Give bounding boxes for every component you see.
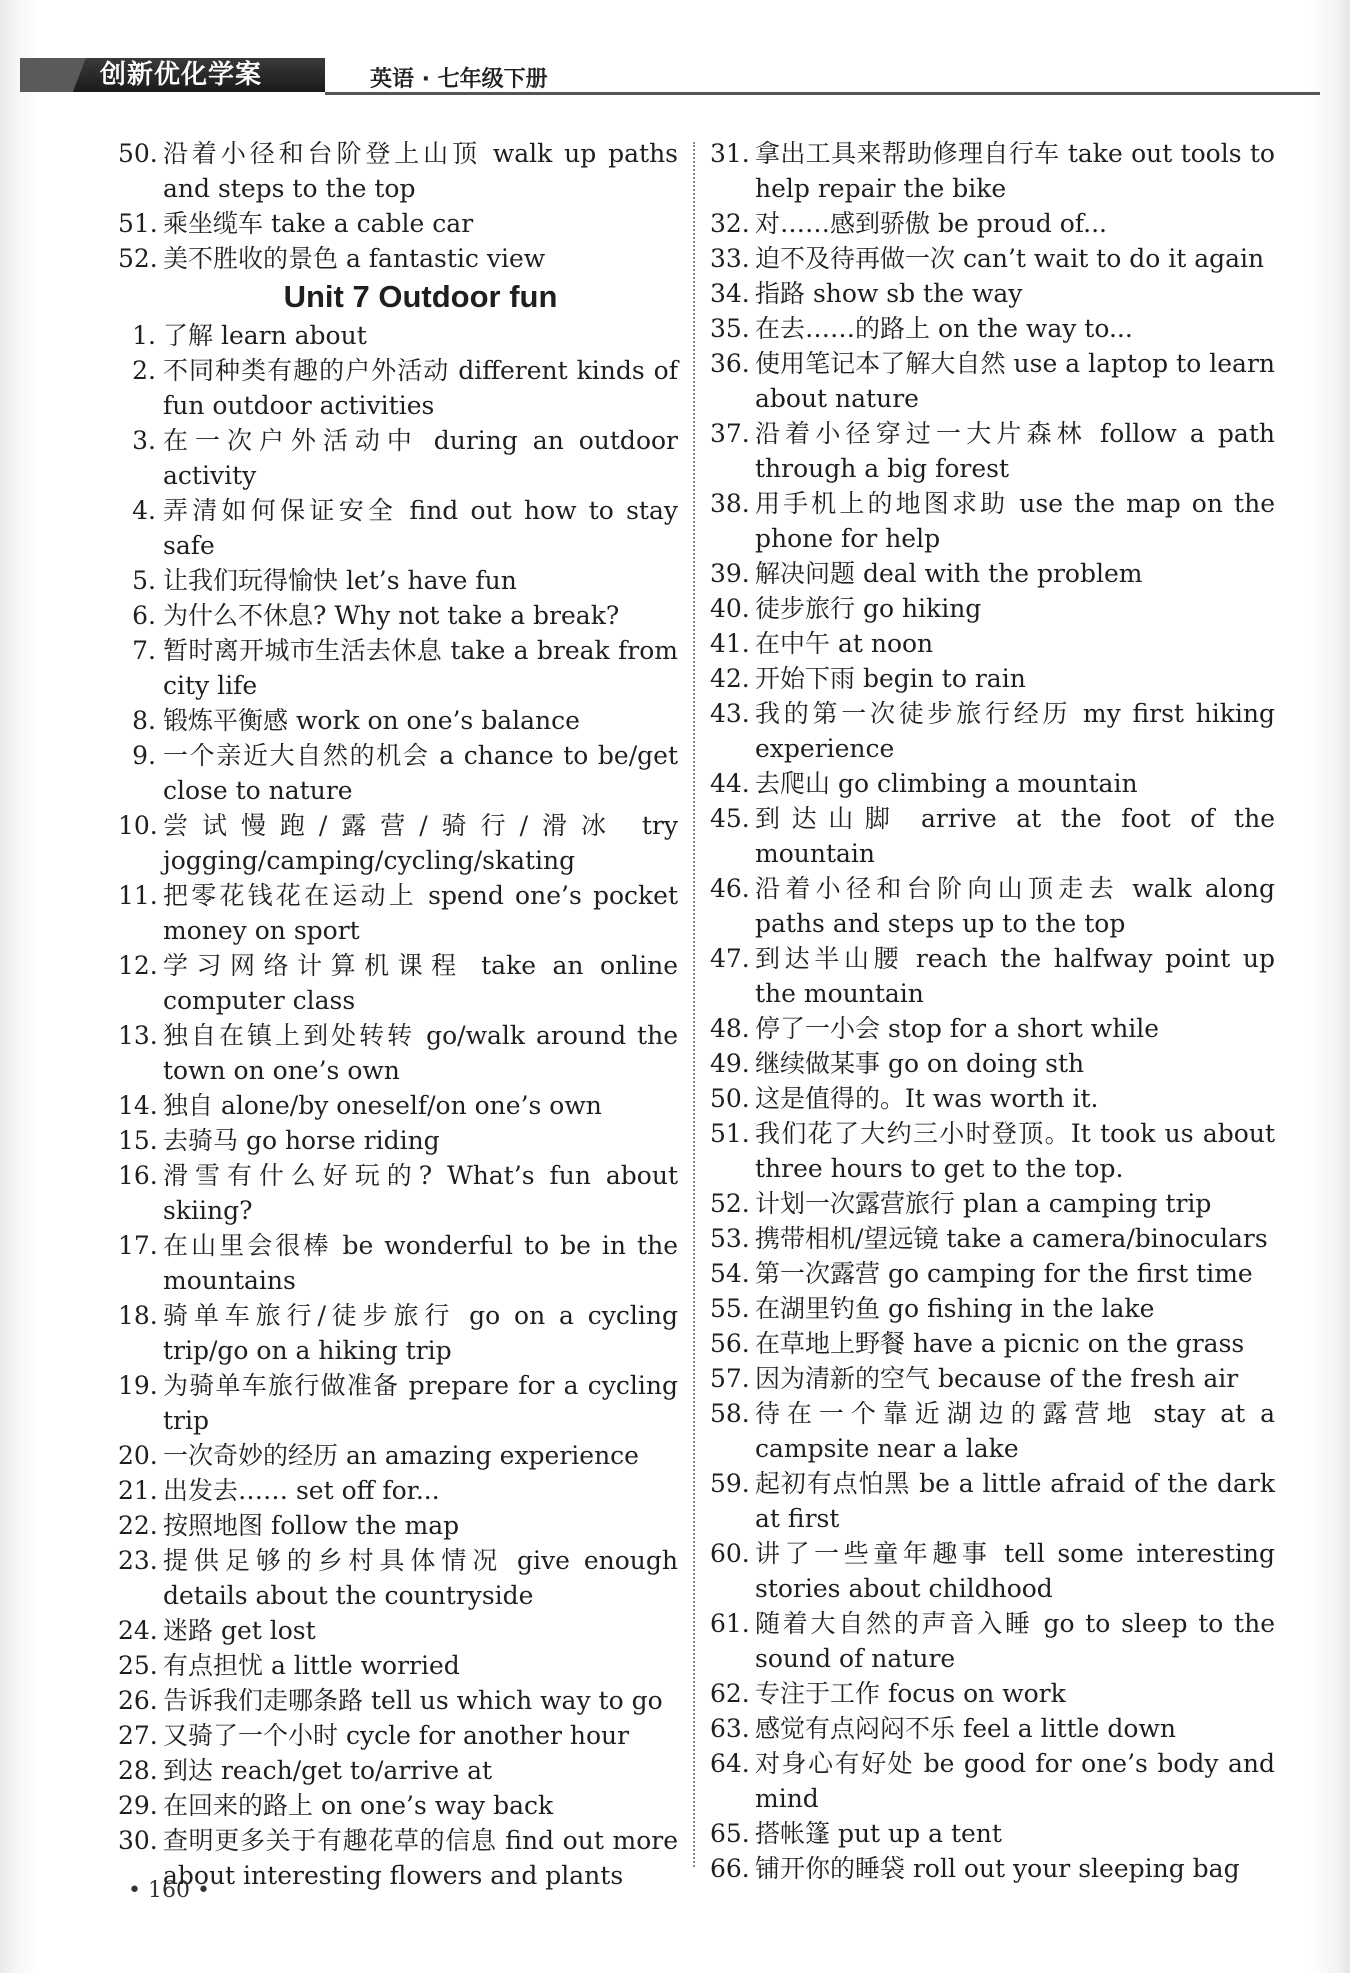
vocab-entry: [710, 1816, 1275, 1851]
entry-number: 36.: [710, 349, 750, 378]
entry-number: 63.: [710, 1714, 750, 1743]
vocab-entry: [710, 661, 1275, 696]
vocab-entry: [710, 346, 1275, 416]
entry-text: 骑单车旅行/徒步旅行 go on a cycling trip/go on a hiking trip: [163, 1301, 678, 1365]
vocab-entry: [118, 1018, 678, 1088]
entry-text: 计划一次露营旅行 plan a camping trip: [755, 1189, 1212, 1218]
entry-text: 沿着小径和台阶向山顶走去 walk along paths and steps up to the top: [755, 874, 1275, 938]
entry-text: 独自在镇上到处转转 go/walk around the town on one’s own: [163, 1021, 678, 1085]
entry-text: 携带相机/望远镜 take a camera/binoculars: [755, 1224, 1268, 1253]
entry-number: 47.: [710, 944, 750, 973]
entry-text: 在一次户外活动中 during an outdoor activity: [163, 426, 678, 490]
entry-number: 38.: [710, 489, 750, 518]
entry-text: 我们花了大约三小时登顶。It took us about three hours to get to the top.: [755, 1119, 1275, 1183]
entry-text: 沿着小径穿过一大片森林 follow a path through a big forest: [755, 419, 1275, 483]
entry-text: 为骑单车旅行做准备 prepare for a cycling trip: [163, 1371, 678, 1435]
entry-text: 乘坐缆车 take a cable car: [163, 209, 474, 238]
entry-text: 弄清如何保证安全 find out how to stay safe: [163, 496, 678, 560]
entry-text: 搭帐篷 put up a tent: [755, 1819, 1002, 1848]
entry-number: 50.: [118, 139, 158, 168]
entry-text: 用手机上的地图求助 use the map on the phone for help: [755, 489, 1275, 553]
vocab-entry: [710, 1221, 1275, 1256]
entry-text: 迷路 get lost: [163, 1616, 316, 1645]
entry-text: 在去……的路上 on the way to...: [755, 314, 1133, 343]
entry-text: 到达 reach/get to/arrive at: [163, 1756, 493, 1785]
vocab-entry: [118, 1788, 678, 1823]
entry-number: 27.: [118, 1721, 158, 1750]
vocab-entry: [710, 1746, 1275, 1816]
vocab-entry: [710, 626, 1275, 661]
entry-text: 有点担忧 a little worried: [163, 1651, 460, 1680]
entry-number: 15.: [118, 1126, 158, 1155]
entry-number: 35.: [710, 314, 750, 343]
entry-text: 又骑了一个小时 cycle for another hour: [163, 1721, 630, 1750]
vocab-entry: [118, 353, 678, 423]
vocab-entry: [710, 1711, 1275, 1746]
entry-number: 56.: [710, 1329, 750, 1358]
entry-number: 20.: [118, 1441, 158, 1470]
entry-number: 14.: [118, 1091, 158, 1120]
vocab-entry: [118, 493, 678, 563]
vocab-entry: [118, 563, 678, 598]
entry-text: 提供足够的乡村具体情况 give enough details about the countryside: [163, 1546, 678, 1610]
entry-text: 把零花钱花在运动上 spend one’s pocket money on sport: [163, 881, 678, 945]
vocab-entry: [118, 1718, 678, 1753]
entry-number: 65.: [710, 1819, 750, 1848]
entry-text: 使用笔记本了解大自然 use a laptop to learn about nature: [755, 349, 1275, 413]
series-brand-banner: [20, 58, 325, 92]
entry-number: 21.: [118, 1476, 158, 1505]
vocab-entry: [118, 206, 678, 241]
entry-text: 待在一个靠近湖边的露营地 stay at a campsite near a lake: [755, 1399, 1275, 1463]
entry-text: 一次奇妙的经历 an amazing experience: [163, 1441, 639, 1470]
entry-number: 55.: [710, 1294, 750, 1323]
unit-title: Unit 7 Outdoor fun: [283, 279, 558, 314]
vocab-entry: [710, 556, 1275, 591]
entry-number: 16.: [118, 1161, 158, 1190]
entry-number: 23.: [118, 1546, 158, 1575]
entry-number: 58.: [710, 1399, 750, 1428]
entry-number: 39.: [710, 559, 750, 588]
vocab-entry: [118, 1648, 678, 1683]
entry-number: 52.: [710, 1189, 750, 1218]
vocab-entry: [118, 633, 678, 703]
header-rule: [325, 92, 1320, 95]
vocab-entry: [710, 871, 1275, 941]
entry-text: 暂时离开城市生活去休息 take a break from city life: [163, 636, 678, 700]
vocab-entry: [710, 1186, 1275, 1221]
entry-text: 指路 show sb the way: [755, 279, 1023, 308]
vocab-entry: [118, 318, 678, 353]
entry-number: 28.: [118, 1756, 158, 1785]
vocab-entry: [118, 1158, 678, 1228]
vocab-entry: [118, 808, 678, 878]
entry-text: 这是值得的。It was worth it.: [755, 1084, 1099, 1113]
vocab-entry: [118, 1368, 678, 1438]
entry-number: 9.: [132, 741, 156, 770]
entry-number: 32.: [710, 209, 750, 238]
entry-text: 按照地图 follow the map: [163, 1511, 460, 1540]
entry-text: 对……感到骄傲 be proud of...: [755, 209, 1108, 238]
vocab-entry: [710, 276, 1275, 311]
vocab-entry: [118, 1613, 678, 1648]
entry-text: 去骑马 go horse riding: [163, 1126, 440, 1155]
entry-text: 独自 alone/by oneself/on one’s own: [163, 1091, 602, 1120]
entry-number: 43.: [710, 699, 750, 728]
vocab-entry: [118, 136, 678, 206]
vocab-entry: [118, 241, 678, 276]
previous-unit-entries: [118, 136, 678, 276]
entry-number: 3.: [132, 426, 156, 455]
vocab-entry: [710, 1116, 1275, 1186]
vocab-entry: [710, 1046, 1275, 1081]
vocab-entry: [118, 878, 678, 948]
vocab-entry: [710, 1851, 1275, 1886]
entry-text: 查明更多关于有趣花草的信息 find out more about interesting flowers and plants: [163, 1826, 678, 1890]
entry-number: 34.: [710, 279, 750, 308]
entry-text: 尝试慢跑/露营/骑行/滑冰 try jogging/camping/cycling/skating: [163, 811, 678, 875]
right-column: [710, 136, 1275, 1886]
entry-text: 开始下雨 begin to rain: [755, 664, 1026, 693]
entry-number: 13.: [118, 1021, 158, 1050]
entry-number: 66.: [710, 1854, 750, 1883]
entry-text: 讲了一些童年趣事 tell some interesting stories about childhood: [755, 1539, 1275, 1603]
entry-text: 了解 learn about: [163, 321, 367, 350]
entry-text: 因为清新的空气 because of the fresh air: [755, 1364, 1239, 1393]
vocab-entry: [710, 206, 1275, 241]
vocab-entry: [710, 241, 1275, 276]
vocab-entry: [710, 486, 1275, 556]
vocab-entry: [710, 696, 1275, 766]
book-subject-title: 英语 · 七年级下册: [370, 67, 548, 92]
entry-number: 44.: [710, 769, 750, 798]
entry-text: 拿出工具来帮助修理自行车 take out tools to help repair the bike: [755, 139, 1275, 203]
entry-number: 30.: [118, 1826, 158, 1855]
entry-text: 告诉我们走哪条路 tell us which way to go: [163, 1686, 663, 1715]
entry-text: 去爬山 go climbing a mountain: [755, 769, 1138, 798]
entry-text: 随着大自然的声音入睡 go to sleep to the sound of nature: [755, 1609, 1275, 1673]
entry-number: 5.: [132, 566, 156, 595]
entry-number: 2.: [132, 356, 156, 385]
entry-number: 53.: [710, 1224, 750, 1253]
entry-number: 1.: [132, 321, 156, 350]
entry-text: 沿着小径和台阶登上山顶 walk up paths and steps to the top: [163, 139, 678, 203]
vocab-entry: [710, 1536, 1275, 1606]
entry-number: 6.: [132, 601, 156, 630]
entry-number: 24.: [118, 1616, 158, 1645]
entry-number: 59.: [710, 1469, 750, 1498]
page-number: • 160 •: [128, 1878, 210, 1903]
entry-text: 解决问题 deal with the problem: [755, 559, 1143, 588]
entry-text: 让我们玩得愉快 let’s have fun: [163, 566, 517, 595]
entry-text: 对身心有好处 be good for one’s body and mind: [755, 1749, 1275, 1813]
entry-text: 起初有点怕黑 be a little afraid of the dark at first: [755, 1469, 1275, 1533]
entry-number: 33.: [710, 244, 750, 273]
entry-text: 到达半山腰 reach the halfway point up the mountain: [755, 944, 1275, 1008]
vocab-entry: [118, 703, 678, 738]
entry-text: 美不胜收的景色 a fantastic view: [163, 244, 546, 273]
entry-text: 滑雪有什么好玩的? What’s fun about skiing?: [163, 1161, 678, 1225]
vocab-entry: [118, 1508, 678, 1543]
entry-text: 到达山脚 arrive at the foot of the mountain: [755, 804, 1275, 868]
entry-text: 在山里会很棒 be wonderful to be in the mountains: [163, 1231, 678, 1295]
vocab-entry: [118, 1228, 678, 1298]
vocab-entry: [118, 1298, 678, 1368]
entry-number: 7.: [132, 636, 156, 665]
series-brand-text: 创新优化学案: [100, 60, 263, 90]
entry-number: 64.: [710, 1749, 750, 1778]
unit-entries-list-continued: [710, 136, 1275, 1886]
entry-number: 8.: [132, 706, 156, 735]
entry-text: 不同种类有趣的户外活动 different kinds of fun outdoor activities: [163, 356, 678, 420]
entry-number: 29.: [118, 1791, 158, 1820]
entry-text: 继续做某事 go on doing sth: [755, 1049, 1085, 1078]
vocab-entry: [118, 1088, 678, 1123]
entry-number: 10.: [118, 811, 158, 840]
entry-text: 铺开你的睡袋 roll out your sleeping bag: [755, 1854, 1240, 1883]
column-divider: [693, 142, 695, 1867]
vocab-entry: [710, 1291, 1275, 1326]
brand-flag-decoration: [20, 58, 86, 92]
vocab-entry: [118, 423, 678, 493]
entry-number: 62.: [710, 1679, 750, 1708]
entry-number: 57.: [710, 1364, 750, 1393]
vocab-entry: [710, 1606, 1275, 1676]
vocab-entry: [118, 1473, 678, 1508]
entry-number: 22.: [118, 1511, 158, 1540]
vocab-entry: [710, 136, 1275, 206]
entry-number: 50.: [710, 1084, 750, 1113]
vocab-entry: [118, 1123, 678, 1158]
entry-text: 在回来的路上 on one’s way back: [163, 1791, 554, 1820]
entry-text: 学习网络计算机课程 take an online computer class: [163, 951, 678, 1015]
unit-entries-list: [118, 318, 678, 1893]
entry-text: 出发去…… set off for...: [163, 1476, 440, 1505]
vocab-entry: [710, 801, 1275, 871]
entry-text: 徒步旅行 go hiking: [755, 594, 982, 623]
entry-number: 45.: [710, 804, 750, 833]
entry-number: 19.: [118, 1371, 158, 1400]
vocab-entry: [118, 738, 678, 808]
entry-text: 迫不及待再做一次 can’t wait to do it again: [755, 244, 1265, 273]
entry-text: 第一次露营 go camping for the first time: [755, 1259, 1253, 1288]
entry-text: 感觉有点闷闷不乐 feel a little down: [755, 1714, 1176, 1743]
vocab-entry: [710, 941, 1275, 1011]
entry-number: 52.: [118, 244, 158, 273]
vocab-entry: [710, 1466, 1275, 1536]
entry-number: 42.: [710, 664, 750, 693]
entry-number: 4.: [132, 496, 156, 525]
vocab-entry: [118, 1438, 678, 1473]
entry-number: 51.: [118, 209, 158, 238]
vocab-entry: [710, 1326, 1275, 1361]
left-column: [118, 136, 678, 1893]
vocab-entry: [118, 1543, 678, 1613]
entry-text: 在中午 at noon: [755, 629, 934, 658]
entry-number: 31.: [710, 139, 750, 168]
entry-number: 25.: [118, 1651, 158, 1680]
vocab-entry: [710, 311, 1275, 346]
page-header: [20, 52, 1320, 98]
vocab-entry: [710, 1361, 1275, 1396]
entry-number: 51.: [710, 1119, 750, 1148]
vocab-entry: [118, 948, 678, 1018]
vocab-entry: [710, 1011, 1275, 1046]
entry-number: 49.: [710, 1049, 750, 1078]
entry-number: 40.: [710, 594, 750, 623]
vocab-entry: [710, 1081, 1275, 1116]
entry-text: 一个亲近大自然的机会 a chance to be/get close to nature: [163, 741, 678, 805]
entry-number: 41.: [710, 629, 750, 658]
vocab-entry: [118, 1753, 678, 1788]
entry-number: 60.: [710, 1539, 750, 1568]
vocab-entry: [118, 1683, 678, 1718]
vocab-entry: [710, 1256, 1275, 1291]
entry-text: 我的第一次徒步旅行经历 my first hiking experience: [755, 699, 1275, 763]
entry-number: 46.: [710, 874, 750, 903]
entry-text: 在湖里钓鱼 go fishing in the lake: [755, 1294, 1155, 1323]
vocab-entry: [710, 1676, 1275, 1711]
entry-number: 11.: [118, 881, 158, 910]
vocab-entry: [710, 766, 1275, 801]
entry-text: 为什么不休息? Why not take a break?: [163, 601, 620, 630]
entry-number: 18.: [118, 1301, 158, 1330]
entry-number: 37.: [710, 419, 750, 448]
entry-text: 锻炼平衡感 work on one’s balance: [163, 706, 580, 735]
entry-number: 12.: [118, 951, 158, 980]
vocab-entry: [710, 416, 1275, 486]
entry-number: 54.: [710, 1259, 750, 1288]
entry-number: 61.: [710, 1609, 750, 1638]
entry-number: 26.: [118, 1686, 158, 1715]
entry-text: 停了一小会 stop for a short while: [755, 1014, 1160, 1043]
entry-text: 专注于工作 focus on work: [755, 1679, 1066, 1708]
vocab-entry: [118, 598, 678, 633]
entry-number: 17.: [118, 1231, 158, 1260]
vocab-entry: [710, 1396, 1275, 1466]
entry-text: 在草地上野餐 have a picnic on the grass: [755, 1329, 1245, 1358]
vocab-entry: [710, 591, 1275, 626]
entry-number: 48.: [710, 1014, 750, 1043]
